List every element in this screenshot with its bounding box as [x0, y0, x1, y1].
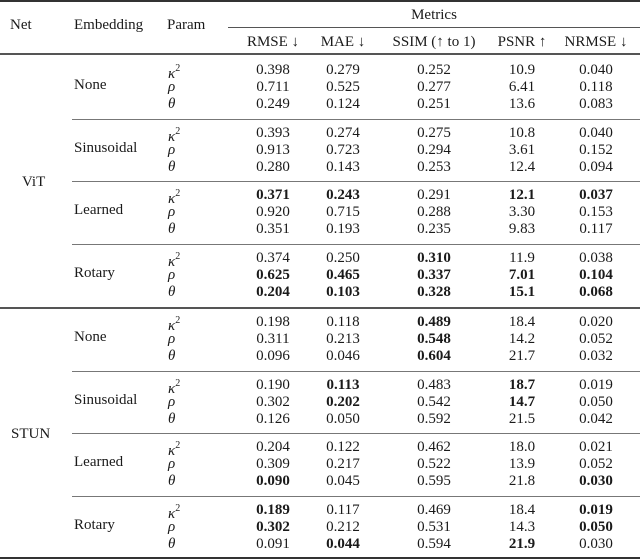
metric-cell: 0.212 — [326, 518, 360, 535]
metric-cell: 12.4 — [508, 158, 536, 175]
metric-cell: 0.046 — [326, 348, 360, 364]
metric-cell: 0.309 — [256, 456, 290, 472]
metric-cell: 0.038 — [579, 249, 613, 266]
param-symbol: ρ — [168, 518, 176, 535]
metric-cell: 0.040 — [579, 124, 613, 141]
metric-cell: 0.050 — [326, 410, 360, 427]
metric-cell: 0.126 — [256, 410, 290, 427]
metric-cell: 0.030 — [579, 473, 613, 489]
metric-cell: 0.122 — [326, 439, 360, 455]
net-label: STUN — [11, 426, 51, 442]
metric-cell: 21.8 — [508, 473, 536, 489]
embedding-label: Learned — [74, 202, 124, 218]
metric-cell: 0.469 — [417, 501, 451, 518]
metric-cell: 3.61 — [508, 141, 536, 158]
metric-cell: 0.489 — [417, 314, 451, 330]
metric-cell: 0.913 — [256, 141, 290, 158]
metric-cell: 0.118 — [326, 314, 360, 330]
metric-cell: 0.715 — [326, 204, 360, 220]
metric-cell: 0.091 — [256, 535, 290, 552]
metric-cell: 0.302 — [256, 393, 290, 410]
metric-cell: 18.4 — [508, 314, 536, 330]
metric-cell: 0.280 — [256, 158, 290, 175]
metric-cell: 10.8 — [508, 124, 536, 141]
group-rule — [72, 433, 640, 434]
metric-cell: 0.213 — [326, 331, 360, 347]
metrics-rule — [228, 27, 640, 28]
header-rmse: RMSE ↓ — [246, 34, 300, 50]
param-symbol: $\kappa^2$ — [168, 502, 181, 522]
group-rule — [72, 244, 640, 245]
metric-cell: 0.030 — [579, 535, 613, 552]
metric-cell: 18.4 — [508, 501, 536, 518]
metric-cell: 15.1 — [508, 283, 536, 300]
group-rule — [72, 496, 640, 497]
metric-cell: 0.275 — [417, 124, 451, 141]
metric-cell: 0.190 — [256, 376, 290, 393]
metric-cell: 0.249 — [256, 96, 290, 112]
top-rule — [0, 0, 640, 2]
metric-cell: 14.7 — [508, 393, 536, 410]
header-net: Net — [10, 17, 32, 33]
metric-cell: 6.41 — [508, 79, 536, 95]
metric-cell: 0.522 — [417, 456, 451, 472]
metric-cell: 0.103 — [326, 283, 360, 300]
metric-cell: 0.595 — [417, 473, 451, 489]
metric-cell: 0.525 — [326, 79, 360, 95]
header-rule — [0, 53, 640, 55]
metric-cell: 0.311 — [256, 331, 290, 347]
metric-cell: 0.465 — [326, 266, 360, 283]
embedding-label: Rotary — [74, 264, 115, 281]
metric-cell: 0.253 — [417, 158, 451, 175]
metric-cell: 0.294 — [417, 141, 451, 158]
embedding-label: Sinusoidal — [74, 391, 138, 408]
param-symbol: $\kappa^2$ — [168, 63, 181, 82]
metric-cell: 0.096 — [256, 348, 290, 364]
param-symbol: ρ — [168, 266, 176, 283]
metric-cell: 12.1 — [508, 187, 536, 203]
metric-cell: 0.279 — [326, 62, 360, 78]
metric-cell: 0.090 — [256, 473, 290, 489]
metric-cell: 14.3 — [508, 518, 536, 535]
metric-cell: 0.202 — [326, 393, 360, 410]
metric-cell: 10.9 — [508, 62, 536, 78]
param-symbol: $\kappa^2$ — [168, 377, 181, 397]
metric-cell: 14.2 — [508, 331, 536, 347]
param-symbol: θ — [168, 410, 176, 427]
metric-cell: 0.483 — [417, 376, 451, 393]
metric-cell: 0.302 — [256, 518, 290, 535]
embedding-label: None — [74, 77, 107, 93]
metric-cell: 0.117 — [579, 221, 613, 237]
param-symbol: θ — [168, 283, 176, 300]
metric-cell: 0.711 — [256, 79, 290, 95]
embedding-label: Sinusoidal — [74, 139, 138, 156]
param-symbol: ρ — [168, 204, 176, 220]
metric-cell: 0.050 — [579, 393, 613, 410]
metric-cell: 0.251 — [417, 96, 451, 112]
param-symbol: ρ — [168, 331, 176, 347]
metric-cell: 0.625 — [256, 266, 290, 283]
metric-cell: 0.217 — [326, 456, 360, 472]
metric-cell: 0.019 — [579, 501, 613, 518]
header-nrmse: NRMSE ↓ — [564, 34, 628, 50]
metric-cell: 0.594 — [417, 535, 451, 552]
param-symbol: $\kappa^2$ — [168, 315, 181, 334]
param-symbol: θ — [168, 473, 176, 489]
metric-cell: 0.152 — [579, 141, 613, 158]
metric-cell: 13.6 — [508, 96, 536, 112]
metric-cell: 0.328 — [417, 283, 451, 300]
metric-cell: 0.124 — [326, 96, 360, 112]
metric-cell: 0.291 — [417, 187, 451, 203]
embedding-label: None — [74, 329, 107, 345]
metric-cell: 0.021 — [579, 439, 613, 455]
metric-cell: 0.243 — [326, 187, 360, 203]
metric-cell: 0.044 — [326, 535, 360, 552]
embedding-label: Rotary — [74, 516, 115, 533]
metric-cell: 0.920 — [256, 204, 290, 220]
metric-cell: 0.604 — [417, 348, 451, 364]
metric-cell: 0.204 — [256, 439, 290, 455]
group-rule — [72, 119, 640, 120]
metric-cell: 0.193 — [326, 221, 360, 237]
metric-cell: 0.113 — [326, 376, 360, 393]
param-symbol: θ — [168, 96, 176, 112]
metric-cell: 0.189 — [256, 501, 290, 518]
metric-cell: 0.143 — [326, 158, 360, 175]
metric-cell: 0.068 — [579, 283, 613, 300]
metric-cell: 0.548 — [417, 331, 451, 347]
metric-cell: 0.052 — [579, 331, 613, 347]
group-rule — [72, 181, 640, 182]
metric-cell: 0.398 — [256, 62, 290, 78]
embedding-label: Learned — [74, 454, 124, 470]
metric-cell: 0.235 — [417, 221, 451, 237]
metric-cell: 0.042 — [579, 410, 613, 427]
param-symbol: $\kappa^2$ — [168, 125, 181, 145]
header-ssim: SSIM (↑ to 1) — [392, 34, 476, 50]
metric-cell: 0.288 — [417, 204, 451, 220]
header-mae: MAE ↓ — [320, 34, 366, 50]
metric-cell: 3.30 — [508, 204, 536, 220]
metric-cell: 18.0 — [508, 439, 536, 455]
metric-cell: 0.277 — [417, 79, 451, 95]
metric-cell: 0.351 — [256, 221, 290, 237]
param-symbol: θ — [168, 158, 176, 175]
metric-cell: 13.9 — [508, 456, 536, 472]
metric-cell: 21.7 — [508, 348, 536, 364]
metric-cell: 0.032 — [579, 348, 613, 364]
metric-cell: 11.9 — [509, 249, 535, 266]
metric-cell: 0.083 — [579, 96, 613, 112]
metric-cell: 0.592 — [417, 410, 451, 427]
metric-cell: 0.045 — [326, 473, 360, 489]
metric-cell: 21.5 — [508, 410, 536, 427]
metric-cell: 9.83 — [508, 221, 536, 237]
metric-cell: 0.250 — [326, 249, 360, 266]
metric-cell: 0.374 — [256, 249, 290, 266]
net-divider-rule — [0, 307, 640, 309]
param-symbol: θ — [168, 535, 176, 552]
metric-cell: 0.393 — [256, 124, 290, 141]
metric-cell: 0.204 — [256, 283, 290, 300]
metric-cell: 0.104 — [579, 266, 613, 283]
metric-cell: 0.531 — [417, 518, 451, 535]
param-symbol: ρ — [168, 79, 176, 95]
metric-cell: 21.9 — [508, 535, 536, 552]
net-label: ViT — [22, 174, 46, 190]
param-symbol: ρ — [168, 393, 176, 410]
metric-cell: 0.252 — [417, 62, 451, 78]
metric-cell: 0.542 — [417, 393, 451, 410]
metric-cell: 0.040 — [579, 62, 613, 78]
param-symbol: ρ — [168, 456, 176, 472]
param-symbol: ρ — [168, 141, 176, 158]
metric-cell: 0.723 — [326, 141, 360, 158]
metric-cell: 0.118 — [579, 79, 613, 95]
metric-cell: 0.117 — [326, 501, 360, 518]
param-symbol: $\kappa^2$ — [168, 440, 181, 459]
metric-cell: 0.153 — [579, 204, 613, 220]
metric-cell: 0.052 — [579, 456, 613, 472]
param-symbol: θ — [168, 221, 176, 237]
metric-cell: 0.037 — [579, 187, 613, 203]
param-symbol: θ — [168, 348, 176, 364]
metric-cell: 0.371 — [256, 187, 290, 203]
metric-cell: 18.7 — [508, 376, 536, 393]
metric-cell: 0.337 — [417, 266, 451, 283]
metric-cell: 0.050 — [579, 518, 613, 535]
param-symbol: $\kappa^2$ — [168, 250, 181, 270]
header-param: Param — [167, 17, 206, 33]
header-embedding: Embedding — [74, 17, 144, 33]
metric-cell: 7.01 — [508, 266, 536, 283]
header-metrics-group: Metrics — [411, 7, 457, 23]
metric-cell: 0.019 — [579, 376, 613, 393]
metric-cell: 0.198 — [256, 314, 290, 330]
param-symbol: $\kappa^2$ — [168, 188, 181, 207]
metric-cell: 0.310 — [417, 249, 451, 266]
metric-cell: 0.020 — [579, 314, 613, 330]
header-psnr: PSNR ↑ — [497, 34, 547, 50]
metric-cell: 0.274 — [326, 124, 360, 141]
metric-cell: 0.462 — [417, 439, 451, 455]
metric-cell: 0.094 — [579, 158, 613, 175]
group-rule — [72, 371, 640, 372]
